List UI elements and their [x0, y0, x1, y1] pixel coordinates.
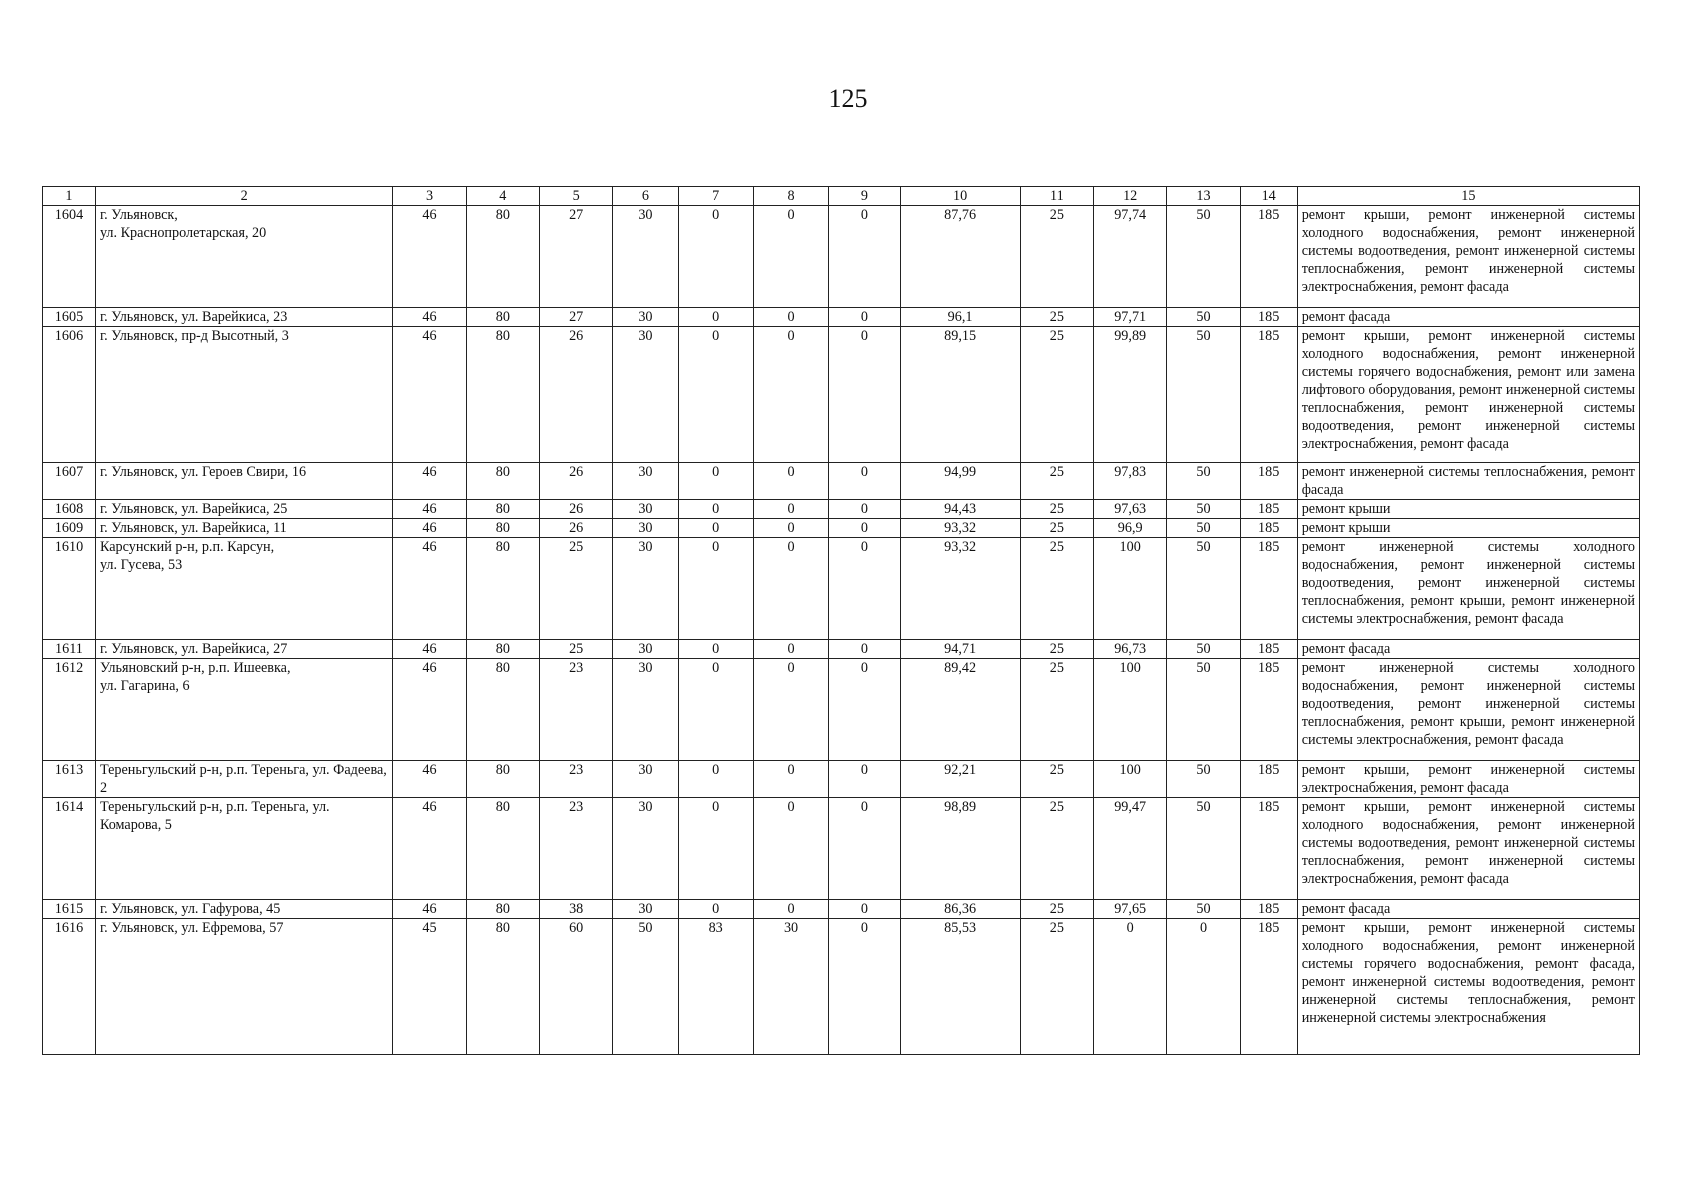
value-cell-13: 50	[1167, 761, 1240, 798]
column-header-10: 10	[900, 187, 1020, 206]
value-cell-6: 30	[613, 500, 678, 519]
value-cell-5: 25	[540, 640, 613, 659]
value-cell-6: 30	[613, 640, 678, 659]
value-cell-12: 97,83	[1094, 463, 1167, 500]
repair-works-cell: ремонт крыши	[1297, 500, 1639, 519]
value-cell-9: 0	[829, 500, 900, 519]
value-cell-5: 38	[540, 900, 613, 919]
value-cell-14: 185	[1240, 327, 1297, 463]
value-cell-13: 50	[1167, 519, 1240, 538]
value-cell-10: 98,89	[900, 798, 1020, 900]
repair-works-cell: ремонт крыши, ремонт инженерной системы холодного водоснабжения, ремонт инженерной системы горячего водоснабжения, ремонт или замена лифтового оборудования, ремонт инженерной системы теплоснабжения, ремонт инженерной системы водоотведения, ремонт инженерной системы электроснабжения, ремонт фасада	[1297, 327, 1639, 463]
value-cell-8: 0	[753, 463, 828, 500]
value-cell-13: 50	[1167, 308, 1240, 327]
table-row	[43, 900, 1640, 919]
column-header-12: 12	[1094, 187, 1167, 206]
repair-works-cell: ремонт крыши, ремонт инженерной системы холодного водоснабжения, ремонт инженерной системы водоотведения, ремонт инженерной системы теплоснабжения, ремонт инженерной системы электроснабжения, ремонт фасада	[1297, 798, 1639, 900]
repair-works-cell: ремонт фасада	[1297, 640, 1639, 659]
repair-works-cell: ремонт инженерной системы теплоснабжения, ремонт фасада	[1297, 463, 1639, 500]
value-cell-7: 0	[678, 640, 753, 659]
value-cell-13: 50	[1167, 640, 1240, 659]
value-cell-10: 86,36	[900, 900, 1020, 919]
value-cell-3: 45	[393, 919, 466, 1055]
address-line: г. Ульяновск, ул. Героев Свири, 16	[99, 464, 307, 480]
value-cell-4: 80	[466, 538, 539, 640]
column-header-3: 3	[393, 187, 466, 206]
value-cell-8: 0	[753, 900, 828, 919]
column-header-6: 6	[613, 187, 678, 206]
table-row	[43, 519, 1640, 538]
value-cell-11: 25	[1020, 500, 1093, 519]
table-row	[43, 463, 1640, 500]
value-cell-10: 94,99	[900, 463, 1020, 500]
value-cell-12: 97,74	[1094, 206, 1167, 308]
value-cell-3: 46	[393, 798, 466, 900]
column-header-14: 14	[1240, 187, 1297, 206]
value-cell-4: 80	[466, 659, 539, 761]
value-cell-6: 30	[613, 327, 678, 463]
value-cell-4: 80	[466, 640, 539, 659]
value-cell-5: 60	[540, 919, 613, 1055]
value-cell-4: 80	[466, 463, 539, 500]
address-cell	[95, 519, 392, 538]
value-cell-5: 23	[540, 761, 613, 798]
address-line: г. Ульяновск, ул. Варейкиса, 11	[99, 520, 287, 536]
address-cell	[95, 463, 392, 500]
value-cell-13: 50	[1167, 659, 1240, 761]
row-number: 1615	[43, 900, 96, 919]
repair-works-cell: ремонт крыши, ремонт инженерной системы электроснабжения, ремонт фасада	[1297, 761, 1639, 798]
value-cell-3: 46	[393, 761, 466, 798]
value-cell-7: 0	[678, 308, 753, 327]
value-cell-4: 80	[466, 761, 539, 798]
value-cell-8: 0	[753, 640, 828, 659]
repair-works-cell: ремонт фасада	[1297, 900, 1639, 919]
row-number: 1614	[43, 798, 96, 900]
value-cell-14: 185	[1240, 500, 1297, 519]
table-row	[43, 500, 1640, 519]
value-cell-3: 46	[393, 538, 466, 640]
value-cell-12: 100	[1094, 659, 1167, 761]
table-row	[43, 640, 1640, 659]
value-cell-9: 0	[829, 659, 900, 761]
value-cell-7: 0	[678, 538, 753, 640]
column-header-9: 9	[829, 187, 900, 206]
value-cell-11: 25	[1020, 206, 1093, 308]
address-cell	[95, 659, 392, 761]
column-header-11: 11	[1020, 187, 1093, 206]
value-cell-14: 185	[1240, 798, 1297, 900]
value-cell-12: 96,9	[1094, 519, 1167, 538]
value-cell-11: 25	[1020, 463, 1093, 500]
value-cell-12: 0	[1094, 919, 1167, 1055]
table-row	[43, 798, 1640, 900]
value-cell-6: 30	[613, 900, 678, 919]
value-cell-4: 80	[466, 798, 539, 900]
value-cell-8: 0	[753, 798, 828, 900]
value-cell-14: 185	[1240, 761, 1297, 798]
value-cell-9: 0	[829, 308, 900, 327]
value-cell-13: 50	[1167, 500, 1240, 519]
table-row	[43, 538, 1640, 640]
value-cell-3: 46	[393, 206, 466, 308]
value-cell-11: 25	[1020, 761, 1093, 798]
address-line: Тереньгульский р-н, р.п. Тереньга, ул. Фадеева, 2	[99, 762, 387, 796]
value-cell-6: 30	[613, 206, 678, 308]
value-cell-14: 185	[1240, 519, 1297, 538]
repair-works-cell: ремонт крыши, ремонт инженерной системы холодного водоснабжения, ремонт инженерной системы водоотведения, ремонт инженерной системы теплоснабжения, ремонт инженерной системы электроснабжения, ремонт фасада	[1297, 206, 1639, 308]
value-cell-13: 50	[1167, 900, 1240, 919]
value-cell-9: 0	[829, 327, 900, 463]
value-cell-5: 27	[540, 308, 613, 327]
value-cell-7: 0	[678, 327, 753, 463]
row-number: 1604	[43, 206, 96, 308]
column-header-15: 15	[1297, 187, 1639, 206]
value-cell-7: 0	[678, 519, 753, 538]
table-row	[43, 919, 1640, 1055]
repair-works-cell: ремонт крыши	[1297, 519, 1639, 538]
value-cell-6: 30	[613, 761, 678, 798]
value-cell-9: 0	[829, 919, 900, 1055]
address-line: г. Ульяновск, ул. Варейкиса, 25	[99, 501, 288, 517]
address-cell	[95, 308, 392, 327]
value-cell-12: 99,89	[1094, 327, 1167, 463]
value-cell-11: 25	[1020, 327, 1093, 463]
value-cell-11: 25	[1020, 519, 1093, 538]
address-cell	[95, 900, 392, 919]
value-cell-3: 46	[393, 659, 466, 761]
value-cell-12: 97,71	[1094, 308, 1167, 327]
value-cell-14: 185	[1240, 206, 1297, 308]
row-number: 1608	[43, 500, 96, 519]
repair-works-cell: ремонт инженерной системы холодного водоснабжения, ремонт инженерной системы водоотведения, ремонт инженерной системы теплоснабжения, ремонт крыши, ремонт инженерной системы электроснабжения, ремонт фасада	[1297, 538, 1639, 640]
value-cell-6: 50	[613, 919, 678, 1055]
value-cell-7: 0	[678, 206, 753, 308]
value-cell-3: 46	[393, 308, 466, 327]
value-cell-8: 0	[753, 308, 828, 327]
value-cell-9: 0	[829, 463, 900, 500]
column-header-5: 5	[540, 187, 613, 206]
address-line: г. Ульяновск, ул. Варейкиса, 23	[99, 309, 288, 325]
value-cell-9: 0	[829, 206, 900, 308]
value-cell-11: 25	[1020, 308, 1093, 327]
value-cell-3: 46	[393, 519, 466, 538]
value-cell-13: 50	[1167, 463, 1240, 500]
value-cell-13: 0	[1167, 919, 1240, 1055]
address-line: ул. Краснопролетарская, 20	[99, 225, 267, 241]
value-cell-6: 30	[613, 538, 678, 640]
value-cell-4: 80	[466, 519, 539, 538]
value-cell-7: 0	[678, 463, 753, 500]
value-cell-11: 25	[1020, 659, 1093, 761]
address-line: ул. Гусева, 53	[99, 557, 183, 573]
column-header-7: 7	[678, 187, 753, 206]
value-cell-5: 23	[540, 659, 613, 761]
address-line: г. Ульяновск, ул. Гафурова, 45	[99, 901, 281, 917]
value-cell-12: 96,73	[1094, 640, 1167, 659]
value-cell-6: 30	[613, 519, 678, 538]
value-cell-13: 50	[1167, 206, 1240, 308]
value-cell-5: 25	[540, 538, 613, 640]
value-cell-8: 30	[753, 919, 828, 1055]
value-cell-12: 100	[1094, 538, 1167, 640]
address-cell	[95, 919, 392, 1055]
value-cell-13: 50	[1167, 327, 1240, 463]
value-cell-14: 185	[1240, 900, 1297, 919]
column-header-2: 2	[95, 187, 392, 206]
value-cell-11: 25	[1020, 919, 1093, 1055]
value-cell-11: 25	[1020, 900, 1093, 919]
address-cell	[95, 798, 392, 900]
value-cell-3: 46	[393, 900, 466, 919]
value-cell-9: 0	[829, 798, 900, 900]
repair-works-cell: ремонт фасада	[1297, 308, 1639, 327]
value-cell-14: 185	[1240, 463, 1297, 500]
value-cell-10: 92,21	[900, 761, 1020, 798]
value-cell-14: 185	[1240, 538, 1297, 640]
value-cell-9: 0	[829, 900, 900, 919]
value-cell-9: 0	[829, 640, 900, 659]
header-row	[43, 187, 1640, 206]
row-number: 1610	[43, 538, 96, 640]
table-row	[43, 308, 1640, 327]
row-number: 1612	[43, 659, 96, 761]
value-cell-8: 0	[753, 519, 828, 538]
row-number: 1616	[43, 919, 96, 1055]
row-number: 1605	[43, 308, 96, 327]
value-cell-10: 94,43	[900, 500, 1020, 519]
value-cell-12: 100	[1094, 761, 1167, 798]
housing-repair-table	[42, 186, 1640, 1055]
value-cell-3: 46	[393, 327, 466, 463]
value-cell-4: 80	[466, 919, 539, 1055]
value-cell-7: 0	[678, 500, 753, 519]
value-cell-8: 0	[753, 206, 828, 308]
table-row	[43, 206, 1640, 308]
row-number: 1606	[43, 327, 96, 463]
value-cell-5: 26	[540, 327, 613, 463]
value-cell-10: 89,42	[900, 659, 1020, 761]
value-cell-10: 89,15	[900, 327, 1020, 463]
column-header-8: 8	[753, 187, 828, 206]
column-header-1: 1	[43, 187, 96, 206]
address-line: г. Ульяновск, ул. Варейкиса, 27	[99, 641, 288, 657]
value-cell-7: 0	[678, 761, 753, 798]
address-line: Карсунский р-н, р.п. Карсун,	[99, 539, 275, 555]
table-row	[43, 659, 1640, 761]
address-cell	[95, 500, 392, 519]
value-cell-14: 185	[1240, 659, 1297, 761]
value-cell-14: 185	[1240, 919, 1297, 1055]
value-cell-6: 30	[613, 798, 678, 900]
value-cell-8: 0	[753, 500, 828, 519]
address-line: г. Ульяновск, пр-д Высотный, 3	[99, 328, 289, 344]
value-cell-7: 83	[678, 919, 753, 1055]
value-cell-4: 80	[466, 900, 539, 919]
value-cell-8: 0	[753, 761, 828, 798]
value-cell-8: 0	[753, 659, 828, 761]
address-cell	[95, 206, 392, 308]
value-cell-9: 0	[829, 761, 900, 798]
address-cell	[95, 640, 392, 659]
row-number: 1609	[43, 519, 96, 538]
value-cell-8: 0	[753, 327, 828, 463]
value-cell-12: 99,47	[1094, 798, 1167, 900]
value-cell-12: 97,65	[1094, 900, 1167, 919]
value-cell-11: 25	[1020, 798, 1093, 900]
value-cell-5: 23	[540, 798, 613, 900]
value-cell-10: 93,32	[900, 538, 1020, 640]
value-cell-3: 46	[393, 640, 466, 659]
address-line: ул. Гагарина, 6	[99, 678, 190, 694]
row-number: 1613	[43, 761, 96, 798]
value-cell-11: 25	[1020, 538, 1093, 640]
address-cell	[95, 761, 392, 798]
address-line: г. Ульяновск, ул. Ефремова, 57	[99, 920, 284, 936]
value-cell-10: 85,53	[900, 919, 1020, 1055]
repair-works-cell: ремонт инженерной системы холодного водоснабжения, ремонт инженерной системы водоотведения, ремонт инженерной системы теплоснабжения, ремонт крыши, ремонт инженерной системы электроснабжения, ремонт фасада	[1297, 659, 1639, 761]
value-cell-3: 46	[393, 500, 466, 519]
row-number: 1607	[43, 463, 96, 500]
row-number: 1611	[43, 640, 96, 659]
value-cell-13: 50	[1167, 538, 1240, 640]
value-cell-5: 26	[540, 463, 613, 500]
value-cell-7: 0	[678, 659, 753, 761]
address-line: Ульяновский р-н, р.п. Ишеевка,	[99, 660, 291, 676]
value-cell-12: 97,63	[1094, 500, 1167, 519]
value-cell-8: 0	[753, 538, 828, 640]
value-cell-4: 80	[466, 308, 539, 327]
value-cell-3: 46	[393, 463, 466, 500]
value-cell-4: 80	[466, 500, 539, 519]
value-cell-6: 30	[613, 463, 678, 500]
page-number: 125	[828, 84, 868, 113]
value-cell-9: 0	[829, 519, 900, 538]
column-header-13: 13	[1167, 187, 1240, 206]
address-line: Тереньгульский р-н, р.п. Тереньга, ул. Комарова, 5	[99, 799, 330, 833]
value-cell-6: 30	[613, 308, 678, 327]
value-cell-10: 87,76	[900, 206, 1020, 308]
column-header-4: 4	[466, 187, 539, 206]
table-row	[43, 761, 1640, 798]
table-row	[43, 327, 1640, 463]
value-cell-7: 0	[678, 900, 753, 919]
value-cell-5: 26	[540, 500, 613, 519]
value-cell-10: 93,32	[900, 519, 1020, 538]
value-cell-7: 0	[678, 798, 753, 900]
value-cell-10: 94,71	[900, 640, 1020, 659]
value-cell-10: 96,1	[900, 308, 1020, 327]
value-cell-9: 0	[829, 538, 900, 640]
value-cell-4: 80	[466, 327, 539, 463]
address-cell	[95, 538, 392, 640]
repair-works-cell: ремонт крыши, ремонт инженерной системы холодного водоснабжения, ремонт инженерной системы горячего водоснабжения, ремонт фасада, ремонт инженерной системы водоотведения, ремонт инженерной системы теплоснабжения, ремонт инженерной системы электроснабжения	[1297, 919, 1639, 1055]
value-cell-11: 25	[1020, 640, 1093, 659]
address-cell	[95, 327, 392, 463]
value-cell-5: 26	[540, 519, 613, 538]
value-cell-6: 30	[613, 659, 678, 761]
value-cell-13: 50	[1167, 798, 1240, 900]
value-cell-4: 80	[466, 206, 539, 308]
value-cell-14: 185	[1240, 308, 1297, 327]
value-cell-14: 185	[1240, 640, 1297, 659]
address-line: г. Ульяновск,	[99, 207, 178, 223]
value-cell-5: 27	[540, 206, 613, 308]
